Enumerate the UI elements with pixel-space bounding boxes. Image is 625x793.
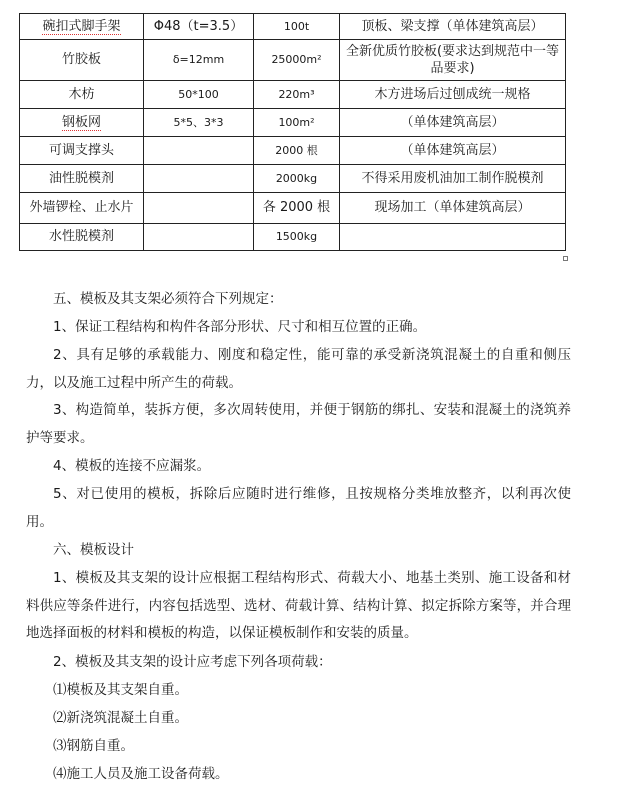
note-cell: 全新优质竹胶板(要求达到规范中一等品要求) [340,40,566,81]
paragraph: 2、模板及其支架的设计应考虑下列各项荷载： [53,654,332,670]
note-cell: （单体建筑高层） [340,137,566,165]
paragraph: 1、模板及其支架的设计应根据工程结构形式、荷载大小、地基土类别、施工设备和材料供应等条件进行，内容包括选型、选材、荷载计算、结构计算、拟定拆除方案等，并合理地选择面板的材料和模板的构造，以保证模板制作和安装的质量。 [26,570,571,641]
material-name-cell: 竹胶板 [20,40,144,81]
quantity-cell: 2000kg [254,165,340,193]
spec-cell [144,165,254,193]
section-heading: 五、模板及其支架必须符合下列规定： [53,291,283,307]
table-row [20,224,566,251]
spec-cell [144,137,254,165]
note-cell: 木方进场后过刨成统一规格 [340,81,566,109]
section-heading: 六、模板设计 [53,542,134,558]
paragraph: 5、对已使用的模板，拆除后应随时进行维修，且按规格分类堆放整齐，以利再次使用。 [26,486,571,530]
material-name-cell: 外墙锣栓、止水片 [20,193,144,224]
list-item: ⑴模板及其支架自重。 [53,682,188,698]
table-row [20,165,566,193]
note-cell: 现场加工（单体建筑高层） [340,193,566,224]
quantity-cell: 25000m² [254,40,340,81]
spec-cell: δ=12mm [144,40,254,81]
spec-cell [144,193,254,224]
spec-cell: Φ48（t=3.5） [144,14,254,40]
spec-cell: 50*100 [144,81,254,109]
quantity-cell: 各 2000 根 [254,193,340,224]
paragraph: 4、模板的连接不应漏浆。 [53,458,211,474]
list-item: ⑶钢筋自重。 [53,738,134,754]
spec-cell [144,224,254,251]
table-row [20,14,566,40]
material-name-cell: 碗扣式脚手架 [20,14,144,40]
table-resize-handle[interactable] [563,256,568,261]
quantity-cell: 220m³ [254,81,340,109]
quantity-cell: 100m² [254,109,340,137]
list-item: ⑵新浇筑混凝土自重。 [53,710,188,726]
quantity-cell: 1500kg [254,224,340,251]
material-name-cell: 水性脱模剂 [20,224,144,251]
table-row [20,109,566,137]
quantity-cell: 2000 根 [254,137,340,165]
table-row [20,40,566,81]
material-name-cell: 钢板网 [20,109,144,137]
paragraph: 1、保证工程结构和构件各部分形状、尺寸和相互位置的正确。 [53,319,427,335]
note-cell: （单体建筑高层） [340,109,566,137]
quantity-cell: 100t [254,14,340,40]
spec-cell: 5*5、3*3 [144,109,254,137]
table-row [20,81,566,109]
note-cell: 不得采用废机油加工制作脱模剂 [340,165,566,193]
note-cell [340,224,566,251]
list-item: ⑷施工人员及施工设备荷载。 [53,766,229,782]
table-row [20,137,566,165]
materials-table [19,13,566,251]
material-name-cell: 油性脱模剂 [20,165,144,193]
paragraph: 3、构造简单，装拆方便，多次周转使用，并便于钢筋的绑扎、安装和混凝土的浇筑养护等要求。 [26,402,571,446]
note-cell: 顶板、梁支撑（单体建筑高层） [340,14,566,40]
material-name-cell: 木枋 [20,81,144,109]
paragraph: 2、具有足够的承载能力、刚度和稳定性，能可靠的承受新浇筑混凝土的自重和侧压力，以及施工过程中所产生的荷载。 [26,347,571,391]
table-row [20,193,566,224]
material-name-cell: 可调支撑头 [20,137,144,165]
